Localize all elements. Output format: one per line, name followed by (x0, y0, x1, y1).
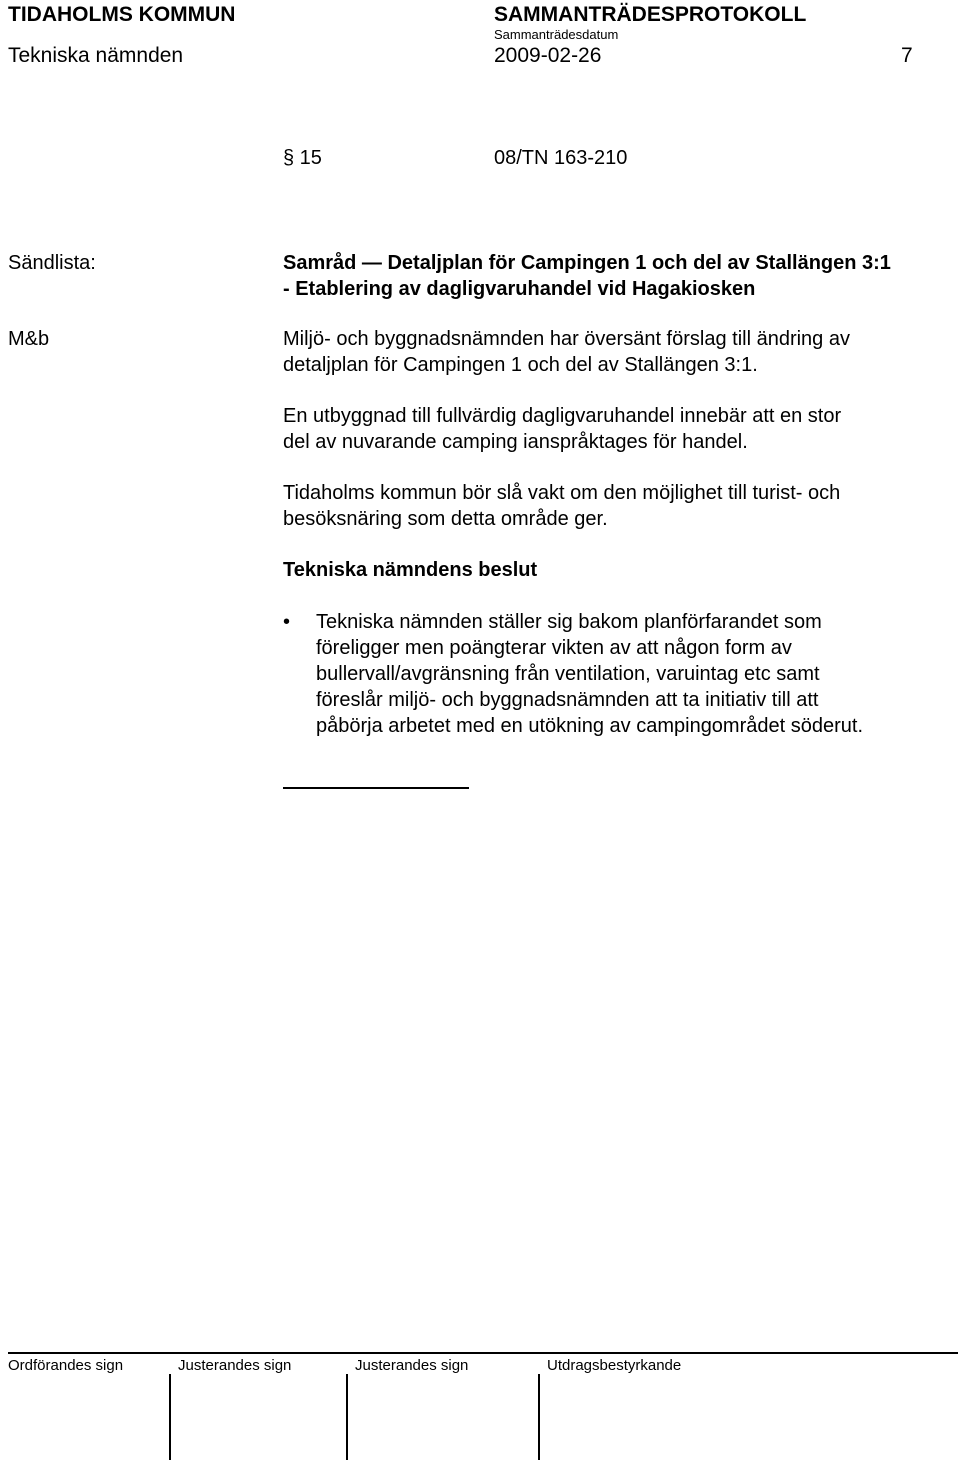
paragraph (283, 403, 943, 455)
paragraph-line: besöksnäring som detta område ger. (283, 508, 608, 530)
decision-line: föreligger men poängterar vikten av att någon form av (316, 637, 792, 659)
footer-label-adjuster-2: Justerandes sign (355, 1357, 469, 1374)
decision-line: Tekniska nämnden ställer sig bakom planförfarandet som (316, 611, 822, 633)
date-label: Sammanträdesdatum (494, 27, 619, 42)
case-title-line: - Etablering av dagligvaruhandel vid Hagakiosken (283, 278, 756, 300)
distribution-recipient: M&b (8, 328, 50, 350)
footer-label-extract-certified: Utdragsbestyrkande (547, 1357, 682, 1374)
paragraph-line: Miljö- och byggnadsnämnden har översänt förslag till ändring av (283, 328, 850, 350)
decision-text (316, 609, 936, 739)
meeting-date: 2009-02-26 (494, 44, 602, 67)
footer-divider (169, 1374, 171, 1460)
decision-heading: Tekniska nämndens beslut (283, 559, 538, 581)
footer-label-chair: Ordförandes sign (8, 1357, 124, 1374)
case-number: 08/TN 163-210 (494, 147, 628, 169)
distribution-label: Sändlista: (8, 252, 96, 274)
document-type: SAMMANTRÄDESPROTOKOLL (494, 3, 807, 26)
page-number: 7 (901, 44, 913, 67)
paragraph-line: detaljplan för Campingen 1 och del av Stallängen 3:1. (283, 354, 758, 376)
footer-divider (346, 1374, 348, 1460)
municipality-name: TIDAHOLMS KOMMUN (8, 3, 236, 26)
bullet-icon: • (283, 611, 291, 633)
paragraph-line: En utbyggnad till fullvärdig dagligvaruhandel innebär att en stor (283, 405, 842, 427)
footer-divider (538, 1374, 540, 1460)
section-number: § 15 (283, 147, 322, 169)
paragraph (283, 326, 943, 378)
paragraph (283, 480, 943, 532)
case-title (283, 250, 943, 302)
footer-top-rule (8, 1352, 958, 1354)
decision-line: bullervall/avgränsning från ventilation, varuintag etc samt (316, 663, 820, 685)
committee-name: Tekniska nämnden (8, 44, 184, 67)
paragraph-line: Tidaholms kommun bör slå vakt om den möjlighet till turist- och (283, 482, 841, 504)
decision-line: påbörja arbetet med en utökning av campingområdet söderut. (316, 715, 864, 737)
case-title-line: Samråd — Detaljplan för Campingen 1 och del av Stallängen 3:1 (283, 252, 891, 274)
separator-line (283, 787, 469, 789)
footer-label-adjuster-1: Justerandes sign (178, 1357, 292, 1374)
paragraph-line: del av nuvarande camping ianspråktages för handel. (283, 431, 748, 453)
decision-line: föreslår miljö- och byggnadsnämnden att ta initiativ till att (316, 689, 819, 711)
